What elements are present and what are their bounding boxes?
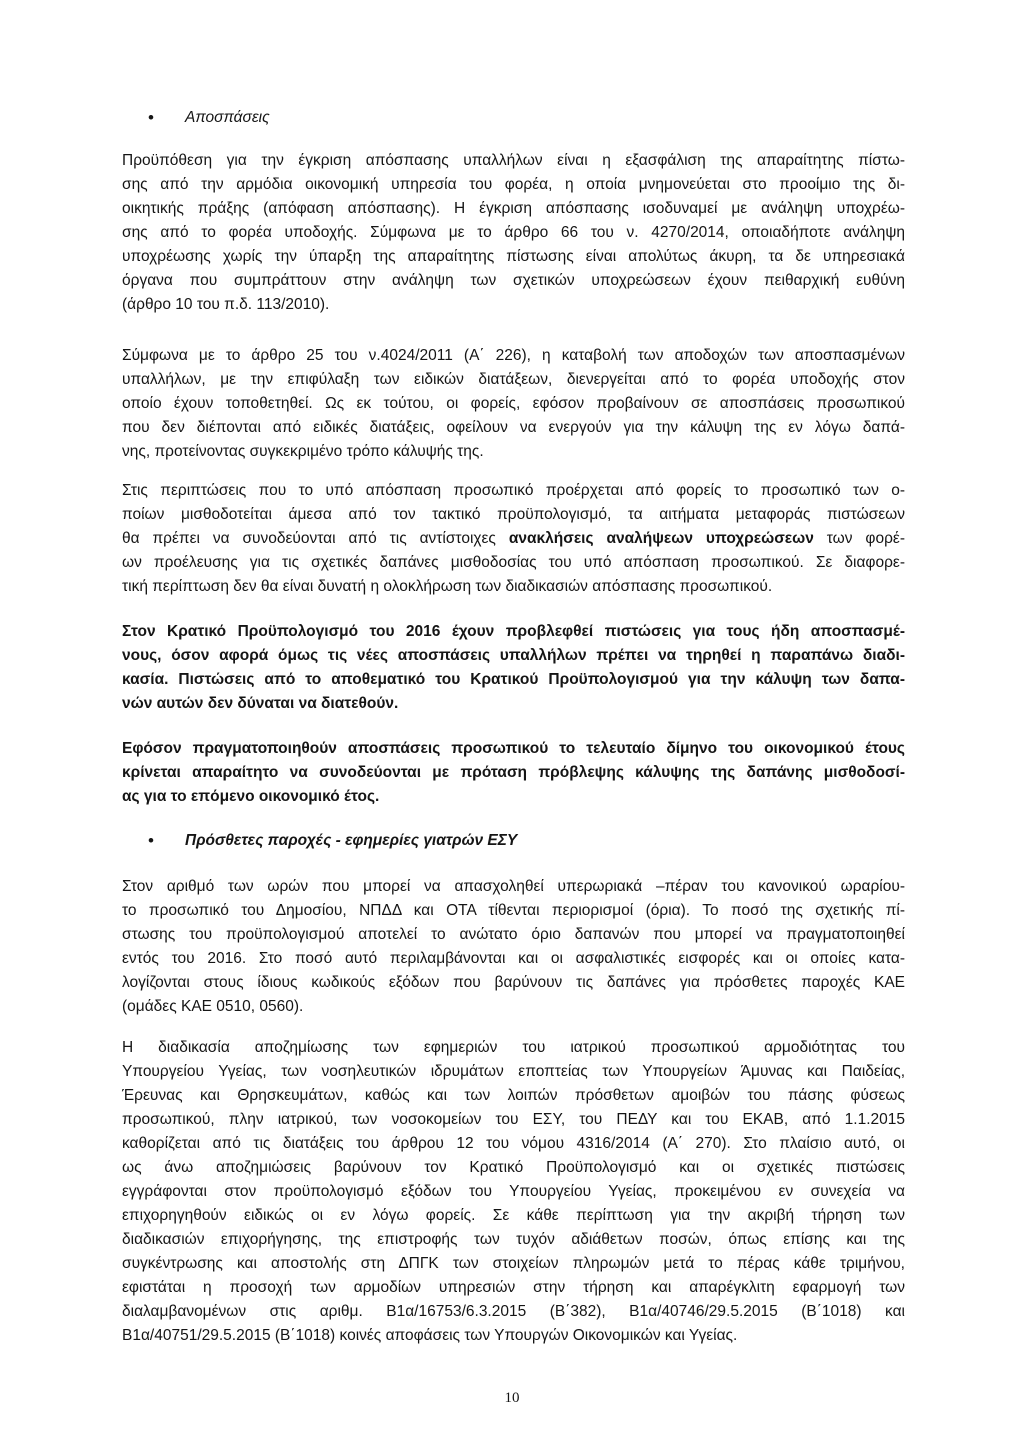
bullet-title: Αποσπάσεις [185, 109, 270, 126]
paragraph-line: διαδικασιών επιχορήγησης, της επιστροφής των τυχόν αδιάθετων ποσών, όπως επίσης και της [122, 1231, 905, 1248]
paragraph-line: οικητικής πράξης (απόφαση απόσπασης). Η έγκριση απόσπασης ισοδυναμεί με ανάληψη υποχρέω- [122, 200, 905, 217]
paragraph-line: ως άνω αποζημιώσεις βαρύνουν τον Κρατικό Προϋπολογισμό και οι σχετικές πιστώσεις [122, 1159, 905, 1176]
paragraph-line: Εφόσον πραγματοποιηθούν αποσπάσεις προσωπικού το τελευταίο δίμηνο του οικονομικού έτους [122, 740, 905, 757]
paragraph-line: καθορίζεται από τις διατάξεις του άρθρου 12 του νόμου 4316/2014 (Α΄ 270). Στο πλαίσιο αυτό, οι [122, 1135, 905, 1152]
paragraph-7 [122, 1036, 905, 1348]
paragraph-line: ας για το επόμενο οικονομικό έτος. [122, 788, 380, 805]
paragraph-line: λογίζονται στους ίδιους κωδικούς εξόδων που βαρύνουν τις δαπάνες για πρόσθετες παροχές ΚΑΕ [122, 974, 905, 991]
paragraph-line: τική περίπτωση δεν θα είναι δυνατή η ολοκλήρωση των διαδικασιών απόσπασης προσωπικού. [122, 578, 773, 595]
paragraph-line: επιχορηγηθούν ειδικώς οι εν λόγω φορείς. Σε κάθε περίπτωση για την ακριβή τήρηση των [122, 1207, 905, 1224]
paragraph-line: κρίνεται απαραίτητο να συνοδεύονται με πρόταση πρόβλεψης κάλυψης της δαπάνης μισθοδοσί- [122, 764, 905, 781]
paragraph-line: οποίο έχουν τοποθετηθεί. Ως εκ τούτου, οι φορείς, εφόσον προβαίνουν σε αποσπάσεις προσωπικού [122, 395, 905, 412]
paragraph-line: Στον Κρατικό Προϋπολογισμό του 2016 έχουν προβλεφθεί πιστώσεις για τους ήδη αποσπασμέ- [122, 623, 905, 640]
bullet-title: Πρόσθετες παροχές - εφημερίες γιατρών ΕΣΥ [185, 832, 518, 849]
paragraph-4-bold [122, 620, 905, 716]
paragraph-line: στωσης του προϋπολογισμού αποτελεί το ανώτατο όριο δαπανών που μπορεί να πραγματοποιηθεί [122, 926, 905, 943]
paragraph-1 [122, 149, 905, 317]
paragraph-line: (ομάδες ΚΑΕ 0510, 0560). [122, 998, 304, 1015]
paragraph-line: που δεν διέπονται από ειδικές διατάξεις, οφείλουν να ενεργούν για την κάλυψη της εν λόγω δαπά- [122, 419, 905, 436]
paragraph-line: προσωπικού, πλην ιατρικού, των νοσοκομείων του ΕΣΥ, του ΠΕΔΥ και του ΕΚΑΒ, από 1.1.2015 [122, 1111, 905, 1128]
paragraph-line: συγκέντρωσης και αποστολής στη ΔΠΓΚ των στοιχείων πληρωμών μετά το πέρας κάθε τριμήνου, [122, 1255, 905, 1272]
paragraph-line: Στον αριθμό των ωρών που μπορεί να απασχοληθεί υπερωριακά –πέραν του κανονικού ωραρίου- [122, 878, 905, 895]
paragraph-line: Στις περιπτώσεις που το υπό απόσπαση προσωπικό προέρχεται από φορείς το προσωπικό των ο- [122, 482, 905, 499]
paragraph-line: Σύμφωνα με το άρθρο 25 του ν.4024/2011 (Α΄ 226), η καταβολή των αποδοχών των αποσπασμένων [122, 347, 905, 364]
paragraph-line: ποίων μισθοδοτείται άμεσα από τον τακτικό προϋπολογισμό, τα αιτήματα μεταφοράς πιστώσεων [122, 506, 905, 523]
bullet-heading-extra-benefits [122, 829, 905, 853]
paragraph-3 [122, 479, 905, 599]
paragraph-line: νών αυτών δεν δύναται να διατεθούν. [122, 695, 399, 712]
paragraph-line: Έρευνας και Θρησκευμάτων, καθώς και των λοιπών πρόσθετων αμοιβών του πάσης φύσεως [122, 1087, 905, 1104]
paragraph-line: κασία. Πιστώσεις από το αποθεματικό του Κρατικού Προϋπολογισμού για την κάλυψη των δαπα- [122, 671, 905, 688]
paragraph-line: (άρθρο 10 του π.δ. 113/2010). [122, 296, 330, 313]
bold-emphasis: ανακλήσεις αναλήψεων υποχρεώσεων [508, 530, 814, 547]
paragraph-line: διαλαμβανομένων στις αριθμ. Β1α/16753/6.3.2015 (Β΄382), Β1α/40746/29.5.2015 (Β΄1018) και [122, 1303, 905, 1320]
line-text: των φορέ- [813, 530, 905, 547]
bullet-icon: • [148, 108, 154, 127]
paragraph-line: Β1α/40751/29.5.2015 (Β΄1018) κοινές αποφάσεις των Υπουργών Οικονομικών και Υγείας. [122, 1327, 738, 1344]
paragraph-line: Υπουργείου Υγείας, των νοσηλευτικών ιδρυμάτων εποπτείας των Υπουργείων Άμυνας και Παιδείας, [122, 1063, 905, 1080]
line-text: θα πρέπει να συνοδεύονται από τις αντίστοιχες [122, 530, 509, 547]
paragraph-line: ων προέλευσης για τις σχετικές δαπάνες μισθοδοσίας του υπό απόσπαση προσωπικού. Σε διαφορε- [122, 554, 905, 571]
bullet-icon: • [148, 831, 154, 850]
paragraph-line: υπαλλήλων, με την επιφύλαξη των ειδικών διατάξεων, διενεργείται από το φορέα υποδοχής στον [122, 371, 905, 388]
paragraph-line: νους, όσον αφορά όμως τις νέες αποσπάσεις υπαλλήλων πρέπει να τηρηθεί η παραπάνω διαδι- [122, 647, 905, 664]
paragraph-5-bold [122, 737, 905, 809]
paragraph-line: το προσωπικό του Δημοσίου, ΝΠΔΔ και ΟΤΑ τίθενται περιορισμοί (όρια). Το ποσό της σχετικής πί- [122, 902, 905, 919]
paragraph-line: σης από την αρμόδια οικονομική υπηρεσία του φορέα, η οποία μνημονεύεται στο προοίμιο της δι- [122, 176, 905, 193]
paragraph-line: υποχρέωσης χωρίς την ύπαρξη της απαραίτητης πίστωσης είναι απολύτως άκυρη, τα δε υπηρεσιακά [122, 248, 905, 265]
paragraph-line [122, 527, 905, 551]
paragraph-line: νης, προτείνοντας συγκεκριμένο τρόπο κάλυψής της. [122, 443, 484, 460]
paragraph-line: εγγράφονται στον προϋπολογισμό εξόδων του Υπουργείου Υγείας, προκειμένου εν συνεχεία να [122, 1183, 905, 1200]
paragraph-line: σης από το φορέα υποδοχής. Σύμφωνα με το άρθρο 66 του ν. 4270/2014, οποιαδήποτε ανάληψη [122, 224, 905, 241]
paragraph-line: Η διαδικασία αποζημίωσης των εφημεριών του ιατρικού προσωπικού αρμοδιότητας του [122, 1039, 905, 1056]
page-number: 10 [504, 1390, 520, 1406]
paragraph-line: εφιστάται η προσοχή των αρμοδίων υπηρεσιών στην τήρηση και απαρέγκλιτη εφαρμογή των [122, 1279, 905, 1296]
paragraph-line: όργανα που συμπράττουν στην ανάληψη των σχετικών υποχρεώσεων έχουν πειθαρχική ευθύνη [122, 272, 905, 289]
paragraph-2 [122, 344, 905, 464]
paragraph-line: Προϋπόθεση για την έγκριση απόσπασης υπαλλήλων είναι η εξασφάλιση της απαραίτητης πίστω- [122, 152, 905, 169]
paragraph-6 [122, 875, 905, 1019]
paragraph-line: εντός του 2016. Στο ποσό αυτό περιλαμβάνονται και οι ασφαλιστικές εισφορές και οι οποίες κατα- [122, 950, 905, 967]
bullet-heading-secondments [122, 106, 905, 130]
